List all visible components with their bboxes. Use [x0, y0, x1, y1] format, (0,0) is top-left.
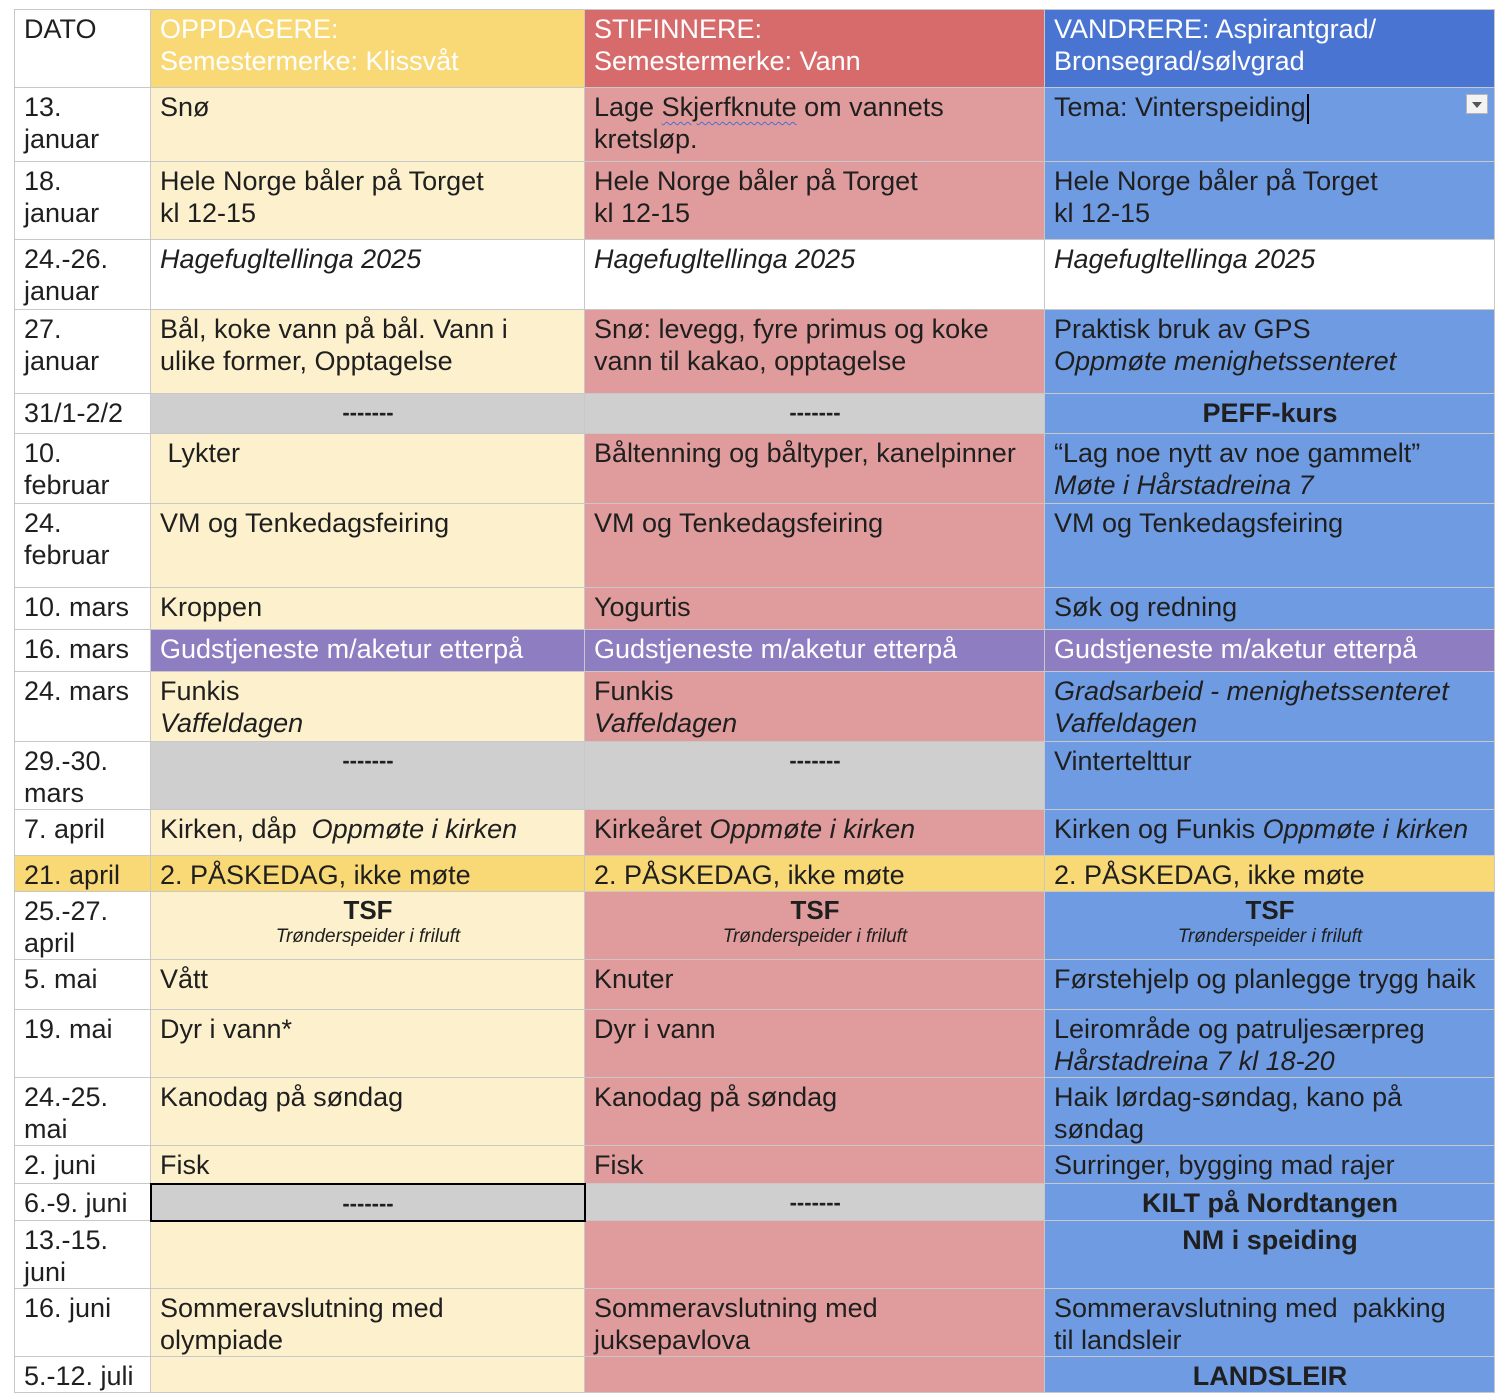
cell-text: Hagefugltellinga 2025	[1054, 244, 1316, 274]
cell-text: -------	[342, 1190, 394, 1216]
cell-text: Båltenning og båltyper, kanelpinner	[594, 438, 1016, 468]
header-vandrere: VANDRERE: Aspirantgrad/ Bronsegrad/sølvgrad	[1054, 14, 1377, 76]
cell-text: Surringer, bygging mad rajer	[1054, 1150, 1395, 1180]
table-row	[15, 504, 1495, 588]
cell-text-part: Vaffeldagen	[594, 708, 738, 738]
stifinnere-cell[interactable]	[585, 434, 1045, 504]
date-cell[interactable]	[15, 88, 151, 162]
cell-text	[585, 88, 1044, 155]
table-row	[15, 1221, 1495, 1289]
stifinnere-cell[interactable]	[585, 1289, 1045, 1357]
stifinnere-cell[interactable]	[585, 1184, 1045, 1221]
cell-text-part: om vannets kretsløp.	[594, 92, 944, 154]
cell-text-part: Lage	[594, 92, 662, 122]
stifinnere-cell[interactable]	[585, 1146, 1045, 1184]
stifinnere-cell[interactable]	[585, 240, 1045, 310]
table-row	[15, 742, 1495, 810]
cell-text: PEFF-kurs	[1202, 398, 1338, 428]
header-dato-cell[interactable]	[15, 10, 151, 88]
date-cell[interactable]	[15, 960, 151, 1010]
oppdagere-cell[interactable]	[151, 394, 585, 434]
cell-text	[1045, 310, 1494, 377]
stifinnere-cell[interactable]	[585, 588, 1045, 630]
spellcheck-word: Skjerfknute	[661, 92, 797, 122]
stifinnere-cell[interactable]	[585, 1078, 1045, 1146]
cell-text: VM og Tenkedagsfeiring	[594, 508, 884, 538]
cell-text: Hagefugltellinga 2025	[160, 244, 422, 274]
date-text: 21. april	[24, 860, 121, 890]
stifinnere-cell[interactable]	[585, 742, 1045, 810]
cell-text: Vått	[160, 964, 209, 994]
date-text: 27. januar	[24, 314, 100, 376]
vandrere-cell[interactable]	[1045, 1289, 1495, 1357]
date-text: 19. mai	[24, 1014, 113, 1044]
cell-text	[151, 672, 584, 739]
table-row	[15, 240, 1495, 310]
date-cell[interactable]	[15, 240, 151, 310]
table-row	[15, 960, 1495, 1010]
oppdagere-cell[interactable]	[151, 1146, 585, 1184]
date-cell[interactable]	[15, 742, 151, 810]
oppdagere-cell[interactable]	[151, 960, 585, 1010]
cell-text: Søk og redning	[1054, 592, 1238, 622]
tsf-title: TSF	[343, 895, 393, 925]
cell-text-part: Møte i Hårstadreina 7	[1054, 470, 1314, 500]
date-text: 13.-15. juni	[24, 1225, 109, 1287]
cell-text: Hele Norge båler på Torget kl 12-15	[1054, 166, 1378, 228]
vandrere-cell[interactable]	[1045, 504, 1495, 588]
date-text: 24.-26. januar	[24, 244, 109, 306]
stifinnere-cell[interactable]	[585, 892, 1045, 960]
vandrere-cell[interactable]	[1045, 240, 1495, 310]
date-text: 10. mars	[24, 592, 130, 622]
table-row	[15, 1289, 1495, 1357]
cell-text: Gudstjeneste m/aketur etterpå	[160, 634, 524, 664]
stifinnere-cell[interactable]	[585, 1221, 1045, 1289]
cell-text-part: Funkis	[160, 676, 240, 706]
cell-text: Bål, koke vann på bål. Vann i ulike former, Opptagelse	[160, 314, 508, 376]
vandrere-cell[interactable]	[1045, 434, 1495, 504]
cell-text	[585, 1221, 1044, 1224]
oppdagere-cell[interactable]	[151, 310, 585, 394]
cell-text: 2. PÅSKEDAG, ikke møte	[1054, 860, 1365, 890]
cell-text: Snø	[160, 92, 210, 122]
cell-text-part: Tema: Vinterspeiding	[1054, 92, 1306, 122]
stifinnere-cell[interactable]	[585, 88, 1045, 162]
date-cell[interactable]	[15, 588, 151, 630]
cell-text	[1045, 672, 1494, 739]
cell-text: Sommeravslutning med olympiade	[160, 1293, 444, 1355]
cell-text: Fisk	[594, 1150, 644, 1180]
oppdagere-cell[interactable]	[151, 672, 585, 742]
stifinnere-cell[interactable]	[585, 630, 1045, 672]
cell-text	[151, 810, 584, 845]
stifinnere-cell[interactable]	[585, 394, 1045, 434]
chevron-down-icon[interactable]	[1466, 94, 1488, 114]
cell-text: VM og Tenkedagsfeiring	[1054, 508, 1344, 538]
cell-text-part: “Lag noe nytt av noe gammelt”	[1054, 438, 1421, 468]
vandrere-cell[interactable]	[1045, 856, 1495, 892]
table-row	[15, 588, 1495, 630]
vandrere-cell[interactable]	[1045, 1221, 1495, 1289]
cell-text: Fisk	[160, 1150, 210, 1180]
cell-text: VM og Tenkedagsfeiring	[160, 508, 450, 538]
header-stifinnere: STIFINNERE: Semestermerke: Vann	[594, 14, 861, 76]
table-row	[15, 630, 1495, 672]
cell-text-part: Vaffeldagen	[1054, 708, 1198, 738]
date-cell[interactable]	[15, 1184, 151, 1221]
cell-text-part: Vaffeldagen	[160, 708, 304, 738]
cell-text-part: Oppmøte i kirken	[311, 814, 518, 844]
stifinnere-cell[interactable]	[585, 504, 1045, 588]
date-text: 5. mai	[24, 964, 98, 994]
cell-text: Kroppen	[160, 592, 263, 622]
oppdagere-cell[interactable]	[151, 1010, 585, 1078]
cell-text	[1045, 434, 1494, 501]
vandrere-cell[interactable]	[1045, 892, 1495, 960]
vandrere-cell[interactable]	[1045, 672, 1495, 742]
cell-text-part: Oppmøte menighetssenteret	[1054, 346, 1397, 376]
oppdagere-cell-selected[interactable]	[151, 1184, 585, 1221]
cell-text: -------	[789, 400, 841, 425]
date-cell[interactable]	[15, 672, 151, 742]
table-row	[15, 1357, 1495, 1393]
cell-text-part: Kirkeåret	[594, 814, 710, 844]
cell-text	[151, 1222, 584, 1225]
stifinnere-cell[interactable]	[585, 672, 1045, 742]
cell-text: Dyr i vann*	[160, 1014, 293, 1044]
header-vandrere-cell[interactable]	[1045, 10, 1495, 88]
header-oppdagere-cell[interactable]	[151, 10, 585, 88]
vandrere-cell[interactable]	[1045, 742, 1495, 810]
header-dato: DATO	[24, 14, 97, 44]
cell-text: Haik lørdag-søndag, kano på søndag	[1054, 1082, 1403, 1144]
cell-text-part: Praktisk bruk av GPS	[1054, 314, 1311, 344]
table-row	[15, 856, 1495, 892]
tsf-subtitle: Trønderspeider i friluft	[1177, 926, 1363, 947]
cell-text: Vintertelttur	[1054, 746, 1192, 776]
cell-text	[585, 892, 1044, 949]
table-row	[15, 394, 1495, 434]
cell-text: Gudstjeneste m/aketur etterpå	[1054, 634, 1418, 664]
date-text: 25.-27. april	[24, 896, 109, 958]
cell-text-part: Hårstadreina 7 kl 18-20	[1054, 1046, 1335, 1076]
vandrere-cell[interactable]	[1045, 810, 1495, 856]
cell-text-part: Funkis	[594, 676, 674, 706]
tsf-subtitle: Trønderspeider i friluft	[275, 926, 461, 947]
vandrere-cell[interactable]	[1045, 1184, 1495, 1221]
header-stifinnere-cell[interactable]	[585, 10, 1045, 88]
tsf-subtitle: Trønderspeider i friluft	[722, 926, 908, 947]
cell-text: Sommeravslutning med juksepavlova	[594, 1293, 878, 1355]
cell-text: -------	[342, 400, 394, 425]
date-cell[interactable]	[15, 1010, 151, 1078]
cell-text: Kanodag på søndag	[594, 1082, 838, 1112]
table-row	[15, 892, 1495, 960]
date-cell[interactable]	[15, 1221, 151, 1289]
cell-text: Yogurtis	[594, 592, 691, 622]
date-text: 31/1-2/2	[24, 398, 124, 428]
date-cell[interactable]	[15, 630, 151, 672]
date-text: 2. juni	[24, 1150, 97, 1180]
table-row	[15, 434, 1495, 504]
vandrere-cell[interactable]	[1045, 588, 1495, 630]
cell-text: 2. PÅSKEDAG, ikke møte	[160, 860, 471, 890]
oppdagere-cell[interactable]	[151, 892, 585, 960]
date-cell[interactable]	[15, 310, 151, 394]
cell-text	[151, 1357, 584, 1360]
cell-text-part: Oppmøte i kirken	[709, 814, 916, 844]
date-text: 24. mars	[24, 676, 130, 706]
cell-text: Knuter	[594, 964, 674, 994]
cell-text: 2. PÅSKEDAG, ikke møte	[594, 860, 905, 890]
vandrere-cell[interactable]	[1045, 960, 1495, 1010]
stifinnere-cell[interactable]	[585, 810, 1045, 856]
date-cell[interactable]	[15, 394, 151, 434]
cell-text	[1045, 88, 1494, 124]
date-cell[interactable]	[15, 892, 151, 960]
stifinnere-cell[interactable]	[585, 1010, 1045, 1078]
date-text: 24.-25. mai	[24, 1082, 109, 1144]
tsf-title: TSF	[790, 895, 840, 925]
text-cursor	[1307, 94, 1309, 124]
cell-text: -------	[342, 748, 394, 773]
cell-text	[151, 892, 584, 949]
date-cell[interactable]	[15, 504, 151, 588]
date-cell[interactable]	[15, 434, 151, 504]
stifinnere-cell[interactable]	[585, 162, 1045, 240]
date-text: 16. juni	[24, 1293, 112, 1323]
header-row	[15, 10, 1495, 88]
oppdagere-cell[interactable]	[151, 742, 585, 810]
cell-text	[1045, 892, 1494, 949]
oppdagere-cell[interactable]	[151, 1357, 585, 1393]
date-cell[interactable]	[15, 810, 151, 856]
date-text: 5.-12. juli	[24, 1361, 134, 1391]
cell-text: NM i speiding	[1182, 1225, 1358, 1255]
cell-text-part: Leirområde og patruljesærpreg	[1054, 1014, 1425, 1044]
oppdagere-cell[interactable]	[151, 162, 585, 240]
vandrere-cell[interactable]	[1045, 394, 1495, 434]
vandrere-cell[interactable]	[1045, 1078, 1495, 1146]
oppdagere-cell[interactable]	[151, 1221, 585, 1289]
cell-text: Hagefugltellinga 2025	[594, 244, 856, 274]
date-text: 18. januar	[24, 166, 100, 228]
table-row	[15, 1184, 1495, 1221]
cell-text: KILT på Nordtangen	[1142, 1188, 1398, 1218]
stifinnere-cell[interactable]	[585, 1357, 1045, 1393]
cell-text: Sommeravslutning med pakking til landsleir	[1054, 1293, 1446, 1355]
cell-text	[1045, 810, 1494, 845]
date-text: 24. februar	[24, 508, 110, 570]
date-cell[interactable]	[15, 856, 151, 892]
cell-text: Snø: levegg, fyre primus og koke vann til kakao, opptagelse	[594, 314, 989, 376]
date-text: 10. februar	[24, 438, 110, 500]
cell-text: -------	[789, 1190, 841, 1215]
vandrere-cell[interactable]	[1045, 162, 1495, 240]
table-row	[15, 1078, 1495, 1146]
date-cell[interactable]	[15, 162, 151, 240]
vandrere-cell[interactable]	[1045, 630, 1495, 672]
stifinnere-cell[interactable]	[585, 310, 1045, 394]
oppdagere-cell[interactable]	[151, 434, 585, 504]
date-text: 7. april	[24, 814, 106, 844]
oppdagere-cell[interactable]	[151, 588, 585, 630]
date-cell[interactable]	[15, 1289, 151, 1357]
table-row	[15, 310, 1495, 394]
stifinnere-cell[interactable]	[585, 960, 1045, 1010]
cell-text-part: Kirken og Funkis	[1054, 814, 1263, 844]
vandrere-cell[interactable]	[1045, 310, 1495, 394]
cell-text: LANDSLEIR	[1192, 1361, 1348, 1391]
date-text: 16. mars	[24, 634, 130, 664]
cell-text-part: Gradsarbeid - menighetssenteret	[1054, 676, 1449, 706]
cell-text: Lykter	[160, 438, 241, 468]
cell-text: Førstehjelp og planlegge trygg haik	[1054, 964, 1476, 994]
table-row	[15, 672, 1495, 742]
cell-text	[585, 672, 1044, 739]
cell-text-part: Oppmøte i kirken	[1262, 814, 1469, 844]
oppdagere-cell[interactable]	[151, 240, 585, 310]
table-row	[15, 1146, 1495, 1184]
vandrere-cell[interactable]	[1045, 1010, 1495, 1078]
oppdagere-cell[interactable]	[151, 630, 585, 672]
cell-text: Hele Norge båler på Torget kl 12-15	[160, 166, 484, 228]
cell-text	[585, 1357, 1044, 1360]
table-row	[15, 810, 1495, 856]
cell-text: -------	[789, 748, 841, 773]
oppdagere-cell[interactable]	[151, 810, 585, 856]
date-cell[interactable]	[15, 1357, 151, 1393]
oppdagere-cell[interactable]	[151, 1078, 585, 1146]
stifinnere-cell[interactable]	[585, 856, 1045, 892]
date-text: 29.-30. mars	[24, 746, 109, 808]
oppdagere-cell[interactable]	[151, 856, 585, 892]
table-row	[15, 1010, 1495, 1078]
vandrere-cell[interactable]	[1045, 1357, 1495, 1393]
date-cell[interactable]	[15, 1078, 151, 1146]
oppdagere-cell[interactable]	[151, 88, 585, 162]
date-cell[interactable]	[15, 1146, 151, 1184]
oppdagere-cell[interactable]	[151, 1289, 585, 1357]
vandrere-cell-active[interactable]	[1045, 88, 1495, 162]
oppdagere-cell[interactable]	[151, 504, 585, 588]
cell-text: Hele Norge båler på Torget kl 12-15	[594, 166, 918, 228]
header-oppdagere: OPPDAGERE: Semestermerke: Klissvåt	[160, 14, 459, 76]
cell-text: Kanodag på søndag	[160, 1082, 404, 1112]
cell-text: Dyr i vann	[594, 1014, 716, 1044]
date-text: 13. januar	[24, 92, 100, 154]
cell-text: Gudstjeneste m/aketur etterpå	[594, 634, 958, 664]
cell-text	[1045, 1010, 1494, 1077]
schedule-sheet	[14, 9, 1495, 1393]
cell-text	[585, 810, 1044, 845]
table-row	[15, 88, 1495, 162]
table-row	[15, 162, 1495, 240]
tsf-title: TSF	[1245, 895, 1295, 925]
date-text: 6.-9. juni	[24, 1188, 128, 1218]
vandrere-cell[interactable]	[1045, 1146, 1495, 1184]
cell-text-part: Kirken, dåp	[160, 814, 312, 844]
